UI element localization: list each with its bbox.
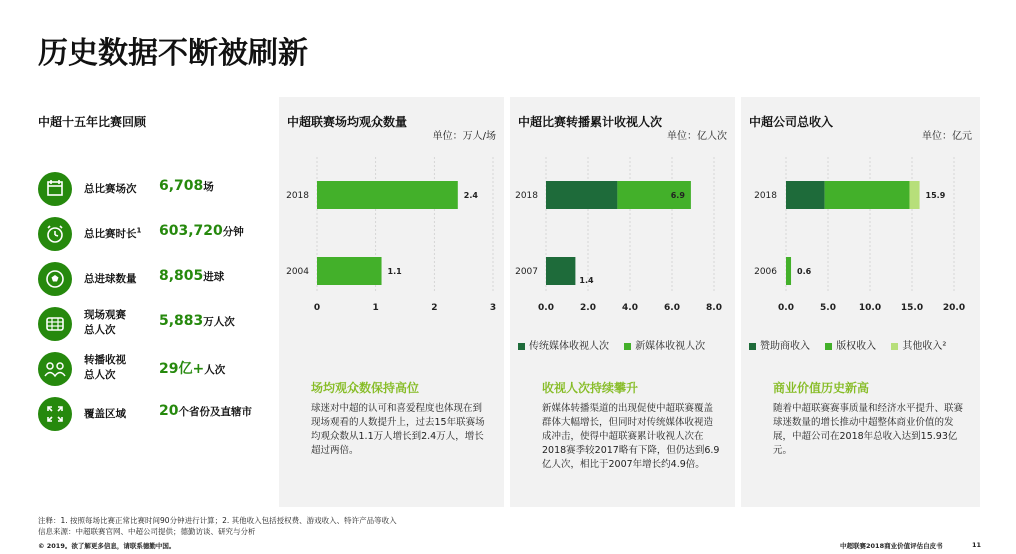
x-tick-label: 0 — [313, 303, 321, 313]
legend-item: 新媒体收视人次 — [624, 341, 705, 352]
soccer-ball-icon — [38, 262, 72, 296]
attendance-chart — [279, 147, 504, 327]
x-tick-label: 2.0 — [580, 303, 596, 313]
category-label: 2018 — [286, 191, 309, 201]
review-heading: 中超十五年比赛回顾 — [38, 115, 147, 129]
panel-subhead: 场均观众数保持高位 — [311, 381, 420, 395]
panel-attendance — [279, 97, 504, 507]
bar-segment — [317, 181, 458, 209]
panel-subhead: 收视人次持续攀升 — [542, 381, 639, 395]
x-tick-label: 5.0 — [820, 303, 836, 313]
stat-coverage-area — [38, 397, 278, 431]
stat-value: 5,883万人次 — [159, 313, 235, 329]
stadium-seats-icon — [38, 307, 72, 341]
chart-title: 中超公司总收入 — [749, 115, 834, 129]
stat-onsite-attendance — [38, 307, 278, 341]
stat-label: 总比赛时长$^1$ — [84, 226, 142, 240]
x-tick-label: 8.0 — [706, 303, 722, 313]
category-label: 2018 — [515, 191, 538, 201]
revenue-chart — [741, 147, 980, 327]
data-label: 1.4 — [579, 276, 594, 285]
chart-legend — [518, 337, 717, 352]
bar-segment — [546, 257, 575, 285]
chart-unit: 单位：亿元 — [922, 131, 972, 142]
chart-legend — [749, 337, 958, 352]
bar-segment — [317, 257, 382, 285]
footnote: 注释：1. 按照每场比赛正常比赛时间90分钟进行计算；2. 其他收入包括授权费、游戏收入、特许产品等收入 — [38, 516, 397, 525]
viewership-chart — [510, 147, 735, 327]
chart-unit: 单位：万人/场 — [432, 131, 496, 142]
stat-total-goals — [38, 262, 278, 296]
source-note: 信息来源：中超联赛官网、中超公司提供；德勤访谈、研究与分析 — [38, 527, 256, 536]
audience-icon — [38, 352, 72, 386]
page-number: 11 — [972, 541, 982, 549]
stat-value: 6,708场 — [159, 178, 214, 194]
x-tick-label: 20.0 — [942, 303, 966, 313]
category-label: 2007 — [515, 267, 538, 277]
stat-value: 29亿+人次 — [159, 361, 226, 377]
data-label: 6.9 — [670, 191, 685, 200]
data-label: 0.6 — [797, 267, 812, 276]
data-label: 15.9 — [925, 191, 946, 200]
page-title: 历史数据不断被刷新 — [38, 36, 308, 71]
stat-label: 总进球数量 — [84, 273, 137, 285]
stat-broadcast-viewers — [38, 352, 278, 386]
report-name: 中超联赛2018商业价值评估白皮书 — [840, 542, 943, 550]
stat-value: 603,720分钟 — [159, 223, 244, 239]
stat-total-duration — [38, 217, 278, 251]
data-label: 2.4 — [463, 191, 478, 200]
x-tick-label: 2 — [431, 303, 438, 313]
panel-body: 新媒体转播渠道的出现促使中超联赛覆盖群体大幅增长，但同时对传统媒体收视造成冲击，使得中超联赛累计收视人次在2018赛季较2017略有下降，但仍达到6.9亿人次，相比于2007年增长约4.9倍。 — [542, 403, 720, 470]
data-label: 1.1 — [387, 267, 402, 276]
x-tick-label: 0.0 — [538, 303, 554, 313]
stat-label: 覆盖区域 — [84, 408, 126, 420]
legend-item: 传统媒体收视人次 — [518, 341, 609, 352]
category-label: 2018 — [754, 191, 777, 201]
expand-arrows-icon — [38, 397, 72, 431]
panel-viewership — [510, 97, 735, 507]
stat-total-matches — [38, 172, 278, 206]
alarm-clock-icon — [38, 217, 72, 251]
category-label: 2006 — [754, 267, 777, 277]
x-tick-label: 3 — [489, 303, 497, 313]
x-tick-label: 4.0 — [622, 303, 638, 313]
bar-segment — [909, 181, 919, 209]
bar-segment — [786, 181, 825, 209]
chart-title: 中超联赛场均观众数量 — [287, 115, 408, 129]
x-tick-label: 10.0 — [858, 303, 882, 313]
stat-value: 8,805进球 — [159, 268, 225, 284]
panel-subhead: 商业价值历史新高 — [773, 381, 870, 395]
category-label: 2004 — [286, 267, 309, 277]
x-tick-label: 1 — [372, 303, 379, 313]
legend-item: 其他收入² — [891, 341, 946, 352]
chart-title: 中超比赛转播累计收视人次 — [518, 115, 663, 129]
copyright: © 2019。欲了解更多信息，请联系德勤中国。 — [38, 542, 176, 550]
stat-label: 现场观赛 总人次 — [84, 309, 126, 336]
legend-item: 版权收入 — [825, 341, 876, 352]
legend-item: 赞助商收入 — [749, 341, 810, 352]
stat-value: 20个省份及直辖市 — [159, 403, 252, 419]
bar-segment — [825, 181, 910, 209]
panel-body: 球迷对中超的认可和喜爱程度也体现在到现场观看的人数提升上，过去15年联赛场均观众数从1.1万人增长到2.4万人，增长超过两倍。 — [311, 403, 485, 456]
bar-segment — [786, 257, 791, 285]
panel-body: 随着中超联赛赛事质量和经济水平提升、联赛球迷数量的增长推动中超整体商业价值的发展，中超公司在2018年总收入达到15.93亿元。 — [773, 403, 964, 456]
calendar-icon — [38, 172, 72, 206]
x-tick-label: 6.0 — [664, 303, 680, 313]
x-tick-label: 0.0 — [778, 303, 794, 313]
stat-label: 总比赛场次 — [84, 183, 137, 195]
bar-segment — [546, 181, 617, 209]
panel-revenue — [741, 97, 980, 507]
stat-label: 转播收视 总人次 — [84, 354, 126, 381]
chart-unit: 单位：亿人次 — [667, 131, 727, 142]
x-tick-label: 15.0 — [900, 303, 924, 313]
